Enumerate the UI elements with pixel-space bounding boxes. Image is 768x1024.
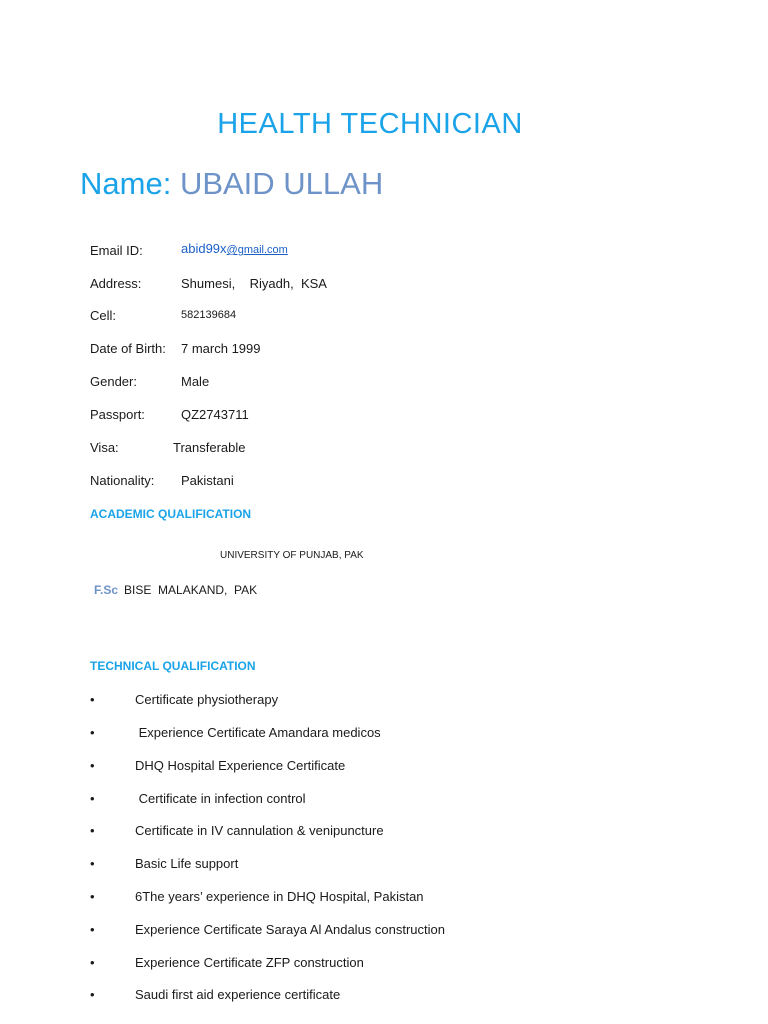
fsc-degree: F.Sc [94, 583, 119, 597]
list-item-text: Basic Life support [135, 856, 239, 871]
bullet-dot: • [90, 856, 95, 871]
name-value: UBAID ULLAH [179, 166, 384, 201]
list-item-text: DHQ Hospital Experience Certificate [135, 758, 346, 773]
document-title: HEALTH TECHNICIAN [217, 108, 523, 140]
list-item-text: Certificate in infection control [135, 791, 306, 806]
name-label: Name: [80, 166, 172, 201]
list-item-text: Experience Certificate Saraya Al Andalus construction [135, 922, 446, 937]
cell-value: 582139684 [181, 309, 237, 321]
gender-value: Male [181, 374, 210, 389]
bullet-dot: • [90, 987, 95, 1002]
list-item-text: 6The years’ experience in DHQ Hospital, Pakistan [135, 889, 424, 904]
technical-heading: TECHNICAL QUALIFICATION [90, 659, 256, 673]
visa-label: Visa: [90, 440, 119, 455]
email-link[interactable] [181, 241, 288, 256]
university-entry: UNIVERSITY OF PUNJAB, PAK [220, 550, 364, 561]
passport-value: QZ2743711 [181, 407, 249, 422]
visa-value: Transferable [173, 440, 246, 455]
gender-label: Gender: [90, 374, 137, 389]
address-value: Shumesi, Riyadh, KSA [181, 276, 327, 291]
academic-heading: ACADEMIC QUALIFICATION [90, 507, 252, 521]
list-item-text: Certificate physiotherapy [135, 692, 279, 707]
bullet-dot: • [90, 692, 95, 707]
nationality-label: Nationality: [90, 473, 155, 488]
bullet-dot: • [90, 889, 95, 904]
email-label: Email ID: [90, 243, 143, 258]
bullet-dot: • [90, 758, 95, 773]
email-domain: @gmail.com [226, 244, 288, 256]
address-label: Address: [90, 276, 142, 291]
candidate-name [80, 166, 383, 202]
fsc-institution: BISE MALAKAND, PAK [124, 583, 258, 597]
dob-value: 7 march 1999 [181, 341, 261, 356]
list-item-text: Certificate in IV cannulation & venipuncture [135, 823, 384, 838]
list-item-text: Experience Certificate ZFP construction [135, 955, 364, 970]
passport-label: Passport: [90, 407, 145, 422]
fsc-entry [94, 583, 257, 597]
bullet-dot: • [90, 922, 95, 937]
email-user: abid99x [181, 241, 227, 256]
bullet-dot: • [90, 791, 95, 806]
list-item-text: Experience Certificate Amandara medicos [135, 725, 381, 740]
bullet-dot: • [90, 725, 95, 740]
bullet-dot: • [90, 823, 95, 838]
list-item-text: Saudi first aid experience certificate [135, 987, 341, 1002]
cell-label: Cell: [90, 308, 117, 323]
nationality-value: Pakistani [181, 473, 234, 488]
bullet-dot: • [90, 955, 95, 970]
dob-label: Date of Birth: [90, 341, 166, 356]
